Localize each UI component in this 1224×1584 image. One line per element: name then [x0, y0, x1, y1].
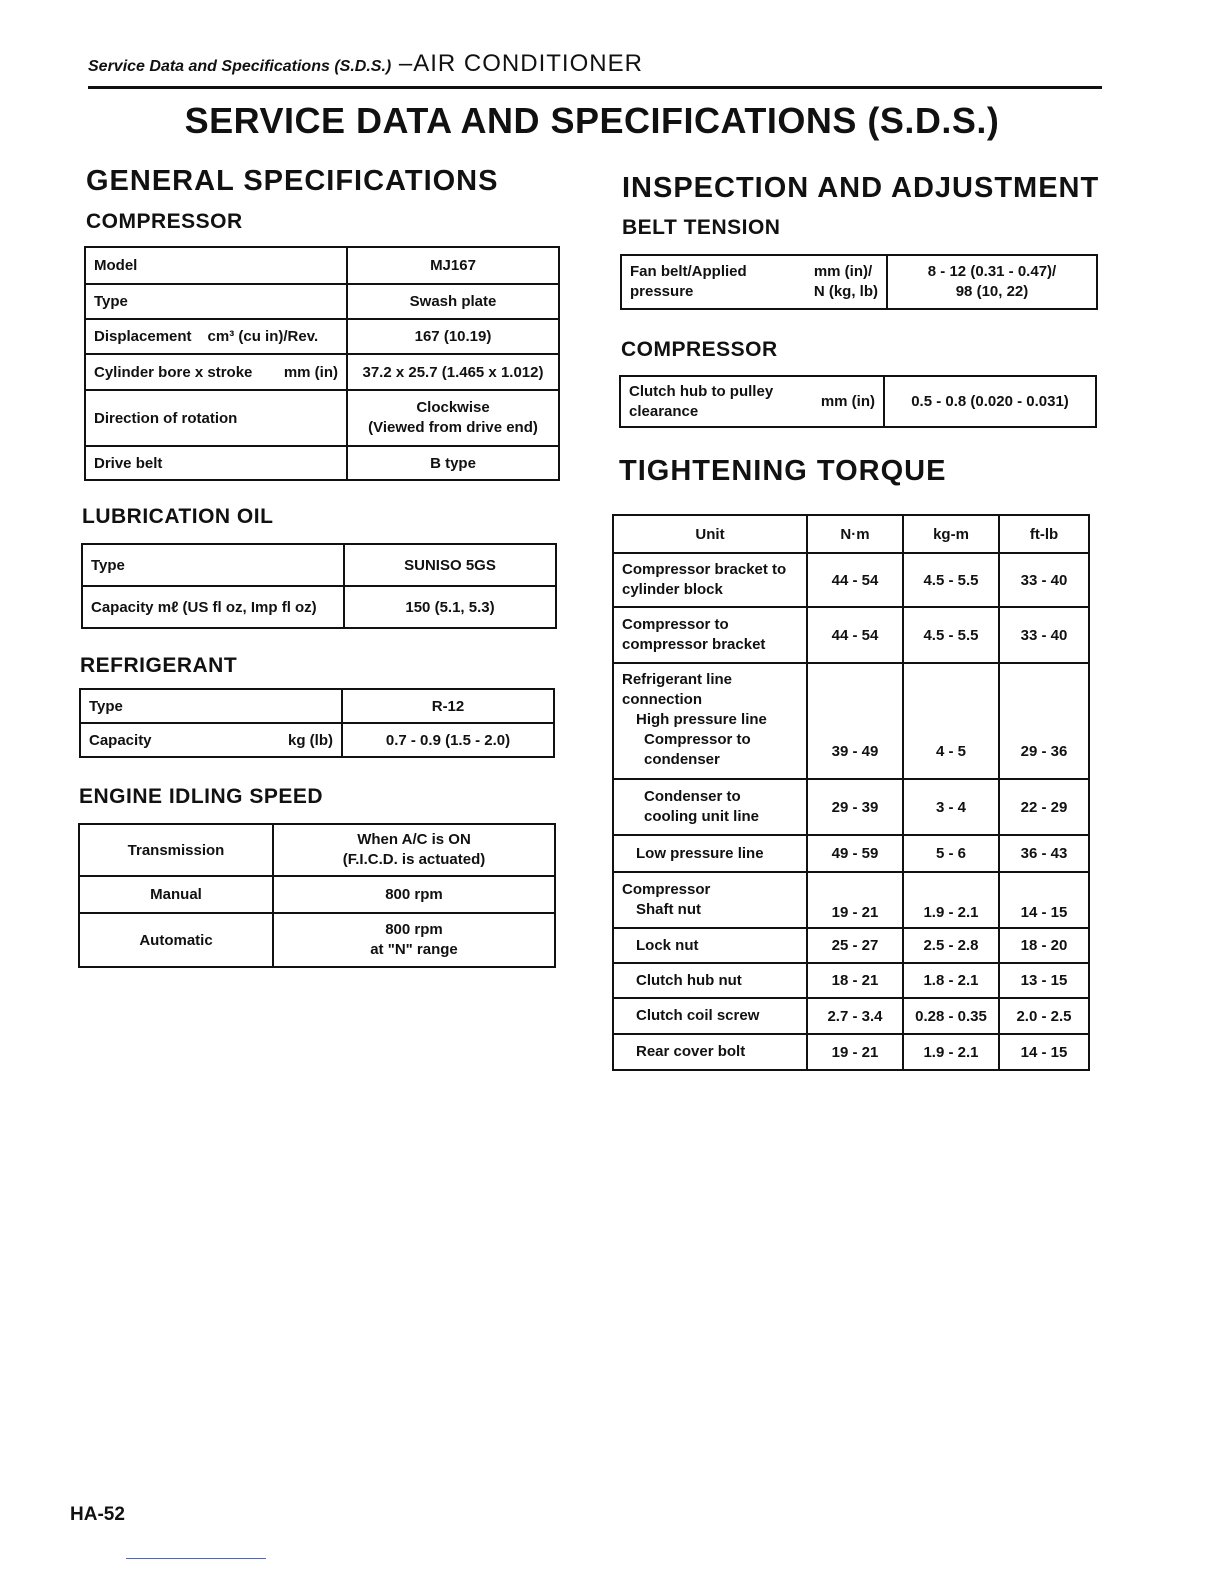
torque-nm: 49 - 59 [807, 835, 903, 872]
torque-item [613, 553, 807, 607]
idling-speed-cell [273, 913, 555, 967]
compressor-label: Type [85, 284, 347, 319]
torque-item-line: compressor bracket [622, 636, 766, 653]
clearance-value: 0.5 - 0.8 (0.020 - 0.031) [884, 376, 1096, 427]
compressor-table [84, 246, 560, 481]
lubrication-heading: LUBRICATION OIL [82, 505, 274, 528]
torque-nm: 19 - 21 [807, 872, 903, 928]
table-row [85, 284, 559, 319]
torque-nm: 39 - 49 [807, 663, 903, 779]
lubrication-label: Type [82, 544, 344, 586]
compressor-heading: COMPRESSOR [86, 210, 243, 233]
torque-nm: 19 - 21 [807, 1034, 903, 1070]
belt-value-line2: 98 (10, 22) [955, 283, 1029, 300]
table-row [613, 835, 1089, 872]
compressor-label: Drive belt [85, 446, 347, 480]
table-row [613, 872, 1089, 928]
belt-label-line2: pressure [630, 283, 694, 300]
torque-kgm: 5 - 6 [903, 835, 999, 872]
torque-item-subheading: High pressure line [636, 711, 767, 728]
torque-item [613, 1034, 807, 1070]
refrigerant-label: Type [80, 689, 342, 723]
table-row [85, 446, 559, 480]
table-row [613, 607, 1089, 663]
clearance-label [629, 382, 773, 422]
lubrication-label: Capacity mℓ (US fl oz, Imp fl oz) [82, 586, 344, 628]
belt-unit [814, 262, 878, 302]
refrigerant-label: Capacity [89, 731, 152, 749]
compressor-label: Direction of rotation [85, 390, 347, 446]
torque-item [613, 835, 807, 872]
torque-kgm: 2.5 - 2.8 [903, 928, 999, 963]
lubrication-table [81, 543, 557, 629]
torque-table [612, 514, 1090, 1071]
compressor-label: Cylinder bore x stroke [94, 363, 253, 381]
torque-ftlb: 18 - 20 [999, 928, 1089, 963]
lubrication-value: 150 (5.1, 5.3) [344, 586, 556, 628]
footer-rule [126, 1558, 266, 1559]
belt-tension-table [620, 254, 1098, 310]
torque-ftlb: 13 - 15 [999, 963, 1089, 998]
belt-tension-heading: BELT TENSION [622, 216, 781, 239]
compressor-unit: cm³ (cu in)/Rev. [207, 328, 319, 345]
torque-item [613, 607, 807, 663]
compressor-label: Displacement [94, 328, 192, 345]
header-dash: – [391, 50, 414, 77]
torque-item [613, 998, 807, 1034]
table-row [613, 998, 1089, 1034]
inspection-heading: INSPECTION AND ADJUSTMENT [622, 172, 1100, 204]
compressor-label-cell [85, 354, 347, 390]
table-row [80, 723, 554, 757]
torque-item-line: Compressor [622, 881, 711, 898]
table-row [613, 553, 1089, 607]
table-row [613, 779, 1089, 835]
idling-header-condition [273, 824, 555, 876]
compressor-value: Clockwise [416, 399, 490, 416]
torque-ftlb: 14 - 15 [999, 872, 1089, 928]
idling-speed: 800 rpm [273, 876, 555, 913]
torque-item-line: cooling unit line [644, 808, 759, 825]
torque-item-line: Clutch coil screw [636, 1007, 760, 1024]
idling-speed: 800 rpm [385, 921, 443, 938]
table-row [80, 689, 554, 723]
table-row [79, 913, 555, 967]
torque-item-line: Refrigerant line [622, 671, 733, 688]
refrigerant-value: R-12 [342, 689, 554, 723]
torque-kgm: 1.9 - 2.1 [903, 872, 999, 928]
torque-item-line: Condenser to [644, 788, 741, 805]
torque-nm: 44 - 54 [807, 607, 903, 663]
page-title: SERVICE DATA AND SPECIFICATIONS (S.D.S.) [184, 100, 1000, 141]
belt-value-cell [887, 255, 1097, 309]
clutch-clearance-table [619, 375, 1097, 428]
refrigerant-label-cell [80, 723, 342, 757]
torque-ftlb: 14 - 15 [999, 1034, 1089, 1070]
general-specs-heading: GENERAL SPECIFICATIONS [86, 165, 499, 197]
torque-item-line: Shaft nut [636, 901, 701, 918]
idling-header-line1: When A/C is ON [357, 831, 471, 848]
torque-item-line: connection [622, 691, 703, 708]
torque-ftlb: 33 - 40 [999, 607, 1089, 663]
idling-transmission: Automatic [79, 913, 273, 967]
page-number: HA-52 [70, 1504, 125, 1525]
belt-unit-line1: mm (in)/ [813, 263, 873, 280]
torque-kgm: 1.8 - 2.1 [903, 963, 999, 998]
torque-ftlb: 2.0 - 2.5 [999, 998, 1089, 1034]
torque-kgm: 4 - 5 [903, 663, 999, 779]
torque-item-line: condenser [644, 751, 720, 768]
torque-ftlb: 36 - 43 [999, 835, 1089, 872]
compressor-value-note: (Viewed from drive end) [368, 419, 538, 436]
table-row [613, 663, 1089, 779]
compressor-value: MJ167 [347, 247, 559, 284]
torque-item-line: cylinder block [622, 581, 723, 598]
compressor-value: 167 (10.19) [347, 319, 559, 354]
compressor-value: B type [347, 446, 559, 480]
torque-item-line: Compressor bracket to [622, 561, 787, 578]
table-row [85, 390, 559, 446]
torque-nm: 44 - 54 [807, 553, 903, 607]
torque-ftlb: 22 - 29 [999, 779, 1089, 835]
torque-item-line: Low pressure line [636, 844, 764, 862]
torque-item [613, 928, 807, 963]
header-title: Service Data and Specifications (S.D.S.) [88, 58, 392, 75]
refrigerant-heading: REFRIGERANT [80, 654, 238, 677]
idling-transmission: Manual [79, 876, 273, 913]
refrigerant-unit: kg (lb) [288, 731, 333, 749]
clearance-unit: mm (in) [820, 393, 875, 410]
idling-header-line2: (F.I.C.D. is actuated) [342, 851, 486, 868]
torque-header-ftlb: ft-lb [999, 515, 1089, 553]
torque-heading: TIGHTENING TORQUE [619, 455, 947, 487]
table-row [613, 928, 1089, 963]
torque-ftlb: 33 - 40 [999, 553, 1089, 607]
torque-kgm: 4.5 - 5.5 [903, 607, 999, 663]
table-row [79, 824, 555, 876]
belt-label [630, 262, 747, 302]
torque-item [613, 663, 807, 779]
torque-nm: 2.7 - 3.4 [807, 998, 903, 1034]
compressor-value: Swash plate [347, 284, 559, 319]
compressor-value-cell [347, 390, 559, 446]
compressor-label-cell [85, 319, 347, 354]
table-row [82, 544, 556, 586]
torque-header-nm: N·m [807, 515, 903, 553]
belt-value-line1: 8 - 12 (0.31 - 0.47)/ [927, 263, 1057, 280]
idling-header-transmission: Transmission [79, 824, 273, 876]
table-row [85, 319, 559, 354]
torque-item [613, 779, 807, 835]
torque-item-line: Clutch hub nut [636, 971, 742, 989]
idling-speed-note: at "N" range [370, 941, 458, 958]
torque-item-line: Rear cover bolt [636, 1043, 746, 1060]
table-row [82, 586, 556, 628]
torque-item-line: Lock nut [636, 936, 699, 954]
refrigerant-value: 0.7 - 0.9 (1.5 - 2.0) [342, 723, 554, 757]
page-header [88, 50, 1102, 89]
header-section: AIR CONDITIONER [413, 50, 643, 77]
table-row [613, 515, 1089, 553]
idling-heading: ENGINE IDLING SPEED [79, 785, 324, 808]
torque-nm: 29 - 39 [807, 779, 903, 835]
torque-kgm: 0.28 - 0.35 [903, 998, 999, 1034]
torque-item [613, 872, 807, 928]
torque-header-kgm: kg-m [903, 515, 999, 553]
table-row [620, 376, 1096, 427]
table-row [613, 963, 1089, 998]
table-row [85, 354, 559, 390]
torque-ftlb: 29 - 36 [999, 663, 1089, 779]
compressor-label: Model [85, 247, 347, 284]
idling-table [78, 823, 556, 968]
clearance-label-line2: clearance [629, 402, 699, 420]
torque-nm: 18 - 21 [807, 963, 903, 998]
lubrication-value: SUNISO 5GS [344, 544, 556, 586]
table-row [79, 876, 555, 913]
belt-label-line1: Fan belt/Applied [630, 263, 747, 280]
belt-label-cell [621, 255, 887, 309]
belt-unit-line2: N (kg, lb) [813, 283, 878, 300]
table-row [85, 247, 559, 284]
table-row [613, 1034, 1089, 1070]
clearance-label-cell [620, 376, 884, 427]
torque-item-line: Compressor to [622, 616, 729, 633]
torque-item-line: Compressor to [644, 731, 751, 748]
torque-item [613, 963, 807, 998]
refrigerant-table [79, 688, 555, 758]
torque-kgm: 3 - 4 [903, 779, 999, 835]
torque-nm: 25 - 27 [807, 928, 903, 963]
inspection-compressor-heading: COMPRESSOR [621, 338, 778, 361]
compressor-unit: mm (in) [283, 363, 338, 381]
torque-kgm: 1.9 - 2.1 [903, 1034, 999, 1070]
compressor-value: 37.2 x 25.7 (1.465 x 1.012) [347, 354, 559, 390]
table-row [621, 255, 1097, 309]
clearance-label-line1: Clutch hub to pulley [629, 382, 774, 400]
torque-kgm: 4.5 - 5.5 [903, 553, 999, 607]
torque-header-unit: Unit [613, 515, 807, 553]
